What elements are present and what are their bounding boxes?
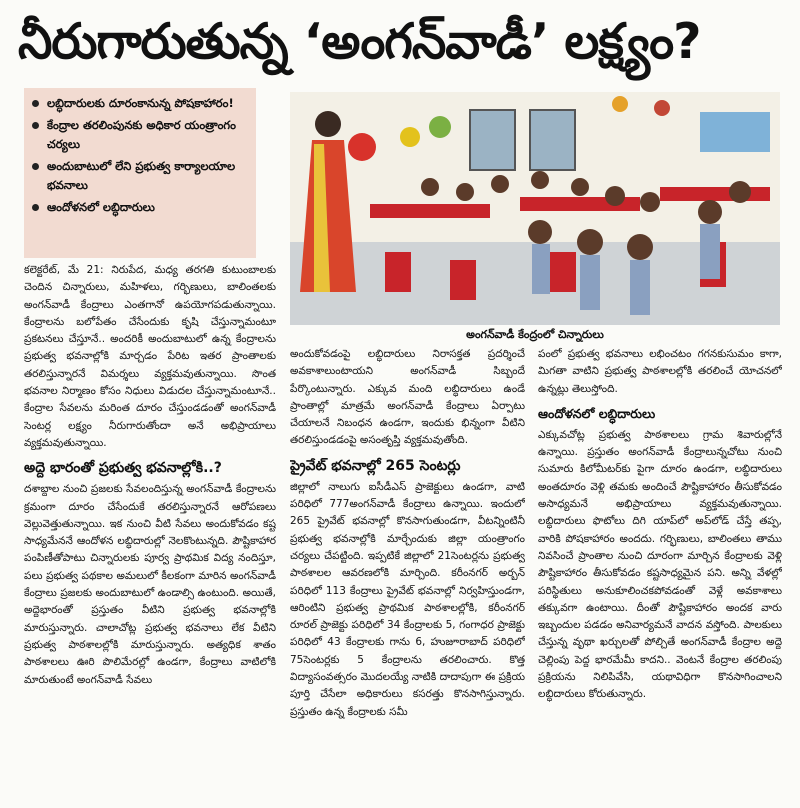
paragraph: ఎక్కువచోట్ల ప్రభుత్వ పాఠశాలలు గ్రామ శివారుల్లోనే ఉన్నాయి. ప్రస్తుతం అంగన్‌వాడీ కేంద్రాలున్నచోటు నుంచి సుమారు కిలోమీటర్‌కు పైగా దూరం ఉండగా, లబ్ధిదారులు అంతదూరం వెళ్లి తమకు అందించే పౌష్టికాహారం తీసుకోవడం అసాధ్యమనే అభిప్రాయాలు వ్యక్తమవుతున్నాయి. లబ్ధిదారులు ఫొటోలు దిగి యాప్‌లో అప్‌లోడ్ చేస్తే తప్ప, వారికి పోషకాహారం అందదు. గర్భిణులు, బాలింతలు తాము నివసించే ప్రాంతాల నుంచి దూరంగా మార్చిన కేంద్రాలకు వెళ్లి పౌష్టికాహారం తీసుకోవడం కష్టసాధ్యమైన పని. అన్ని వేళల్లో పరిస్థితులు అనుకూలించకపోవడంతో వెళ్లే అవకాశాలు తక్కువగా ఉంటాయి. దీంతో పౌష్టికాహారం అందక వారు ఇబ్బందుల పడడం అనివార్యమనే వాదన వస్తోంది. పాలకులు చేస్తున్న వృథా ఖర్చులతో పోల్చితే అంగన్‌వాడీ కేంద్రాల అద్దె చెల్లింపు పెద్ద భారమేమీ కాదని.. వెంటనే కేంద్రాల తరలింపు ప్రక్రియను నిలిపివేసి, యథావిధిగా కొనసాగించాలని లబ్ధిదారులు కోరుతున్నారు. <box>538 428 782 701</box>
highlight-text: కేంద్రాల తరలింపునకు అధికార యంత్రాంగం చర్యలు <box>47 118 236 151</box>
article-column-3 <box>538 346 782 802</box>
highlight-item <box>32 116 248 154</box>
paragraph: అందుకోవడంపై లబ్ధిదారులు నిరాసక్తత ప్రదర్శించే అవకాశాలుంటాయని అంగన్‌వాడీ సిబ్బందే పేర్కొంటున్నారు. ఎక్కువ మంది లబ్ధిదారులు ఉండే ప్రాంతాల్లో మాత్రమే అంగన్‌వాడీ కేంద్రాలు ఏర్పాటు చేయాలనే నిబంధన ఉండగా, ఇందుకు భిన్నంగా వీటిని తరలిస్తుండడంపై అసంతృప్తి వ్యక్తమవుతోంది. <box>290 348 525 447</box>
paragraph: జిల్లాలో నాలుగు ఐసీడీఎస్ ప్రాజెక్టులు ఉండగా, వాటి పరిధిలో 777అంగన్‌వాడీ కేంద్రాలు ఉన్నాయి. ఇందులో 265 ప్రైవేట్ భవనాల్లో కొనసాగుతుండగా, వీటన్నింటినీ ప్రభుత్వ భవనాల్లోకి మార్చేందుకు జిల్లా యంత్రాంగం చర్యలు చేపట్టింది. ఇప్పటికే జిల్లాలో 21సెంటర్లను ప్రభుత్వ పాఠశాలల ఆవరణలోకి మార్చింది. కరీంనగర్ అర్బన్ పరిధిలో 113 కేంద్రాలు ప్రైవేట్ భవనాల్లో నిర్వహిస్తుండగా, ఆరింటిని ప్రభుత్వ ప్రాథమిక పాఠశాలల్లోకి, కరీంనగర్ రూరల్ ప్రాజెక్టు పరిధిలో 34 కేంద్రాలకు 5, గంగాధర ప్రాజెక్టు పరిధిలో 43 కేంద్రాలకు గాను 6, హుజూరాబాద్ పరిధిలో 75సెంటర్లకు 5 కేంద్రాలను తరలించారు. కొత్త విద్యాసంవత్సరం మొదలయ్యే నాటికి దాదాపుగా ఈ ప్రక్రియ పూర్తి చేసేలా అధికారులు కసరత్తు కొనసాగిస్తున్నారు. ప్రస్తుతం ఉన్న కేంద్రాలకు సమీ <box>290 480 525 718</box>
paragraph: కలెక్టరేట్, మే 21: నిరుపేద, మధ్య తరగతి కుటుంబాలకు చెందిన చిన్నారులు, మహిళలు, గర్భిణులు, బాలింతలకు అంగన్‌వాడీ కేంద్రాలు ఎంతగానో ఉపయోగపడుతున్నాయి. కేంద్రాలను బలోపేతం చేసేందుకు కృషి చేస్తున్నామంటూ ప్రకటనలు చేస్తూనే.. అందరికీ అందుబాటులో ఉన్న కేంద్రాలను ప్రభుత్వ భవనాల్లోకి మార్చడం పేరిట ఇతర ప్రాంతాలకు తరలిస్తున్నారనే విమర్శలు వ్యక్తమవుతున్నాయి. సొంత భవనాల నిర్మాణం కోసం నిధులు విడుదల చేస్తున్నామంటూనే.. కేంద్రాల సేవలను మరింత దూరం చేస్తుండడంతో అంగన్‌వాడీ సెంటర్ల లక్ష్యం నీరుగారుతోందా అనే అభిప్రాయాలు వ్యక్తమవుతున్నాయి. <box>24 264 276 449</box>
paragraph: పంలో ప్రభుత్వ భవనాలు లభించటం గగనకుసుమం కాగా, మిగతా వాటిని ప్రభుత్వ పాఠశాలల్లోకి తరలించే యోచనలో ఉన్నట్లు తెలుస్తోంది. <box>538 348 782 395</box>
paragraph: దశాబ్దాల నుంచి ప్రజలకు సేవలందిస్తున్న అంగన్‌వాడీ కేంద్రాలను క్రమంగా దూరం చేసేందుకే తరలిస్తున్నారనే ఆరోపణలు వెల్లువెత్తుతున్నాయి. ఇక నుంచి వీటి సేవలు అందుకోవడం కష్ట సాధ్యమేననే ఆందోళన లబ్ధిదారుల్లో నెలకొంటున్నది. పౌష్టికాహార పంపిణీతోపాటు చిన్నారులకు పూర్వ ప్రాథమిక విద్య నందిస్తూ, పలు ప్రభుత్వ పథకాల అమలులో కీలకంగా మారిన అంగన్‌వాడీ కేంద్రాలు ప్రజలకు అందుబాటులో ఉండాల్సి ఉంటుంది. అయితే, అద్దెభారంతో ప్రస్తుతం వీటిని ప్రభుత్వ భవనాల్లోకి మారుస్తున్నారు. చాలాచోట్ల ప్రభుత్వ భవనాలు లేక వీటిని ప్రభుత్వ పాఠశాలల్లోకి మారుస్తున్నారు. అత్యధిక శాతం పాఠశాలలు ఊరి పొలిమేరల్లో ఉండగా, కేంద్రాలు వాటిలోకి మారుతుంటే అంగన్‌వాడీ సేవలు <box>24 483 276 686</box>
highlight-text: ఆందోళనలో లబ్ధిదారులు <box>47 200 155 214</box>
subheading: ప్రైవేట్ భవనాల్లో 265 సెంటర్లు <box>290 457 461 474</box>
bullet-icon <box>32 204 39 211</box>
highlights-box <box>24 88 256 258</box>
photo-caption: అంగన్‌వాడీ కేంద్రంలో చిన్నారులు <box>466 328 604 341</box>
highlight-item <box>32 157 248 195</box>
highlight-text: అందుబాటులో లేని ప్రభుత్వ కార్యాలయాల భవనాలు <box>47 159 236 192</box>
news-photo <box>290 92 780 325</box>
bullet-icon <box>32 163 39 170</box>
headline: నీరుగారుతున్న ‘అంగన్‌వాడీ’ లక్ష్యం? <box>18 13 701 70</box>
article-column-1 <box>24 262 276 802</box>
bullet-icon <box>32 100 39 107</box>
subheading: ఆందోళనలో లబ్ధిదారులు <box>538 405 656 421</box>
highlight-item <box>32 94 248 113</box>
subheading: అద్దె భారంతో ప్రభుత్వ భవనాల్లోకి..? <box>24 460 222 477</box>
bullet-icon <box>32 122 39 129</box>
article-column-2 <box>290 346 525 802</box>
highlight-text: లబ్ధిదారులకు దూరంకానున్న పోషకాహారం! <box>47 96 234 110</box>
highlight-item <box>32 198 248 217</box>
